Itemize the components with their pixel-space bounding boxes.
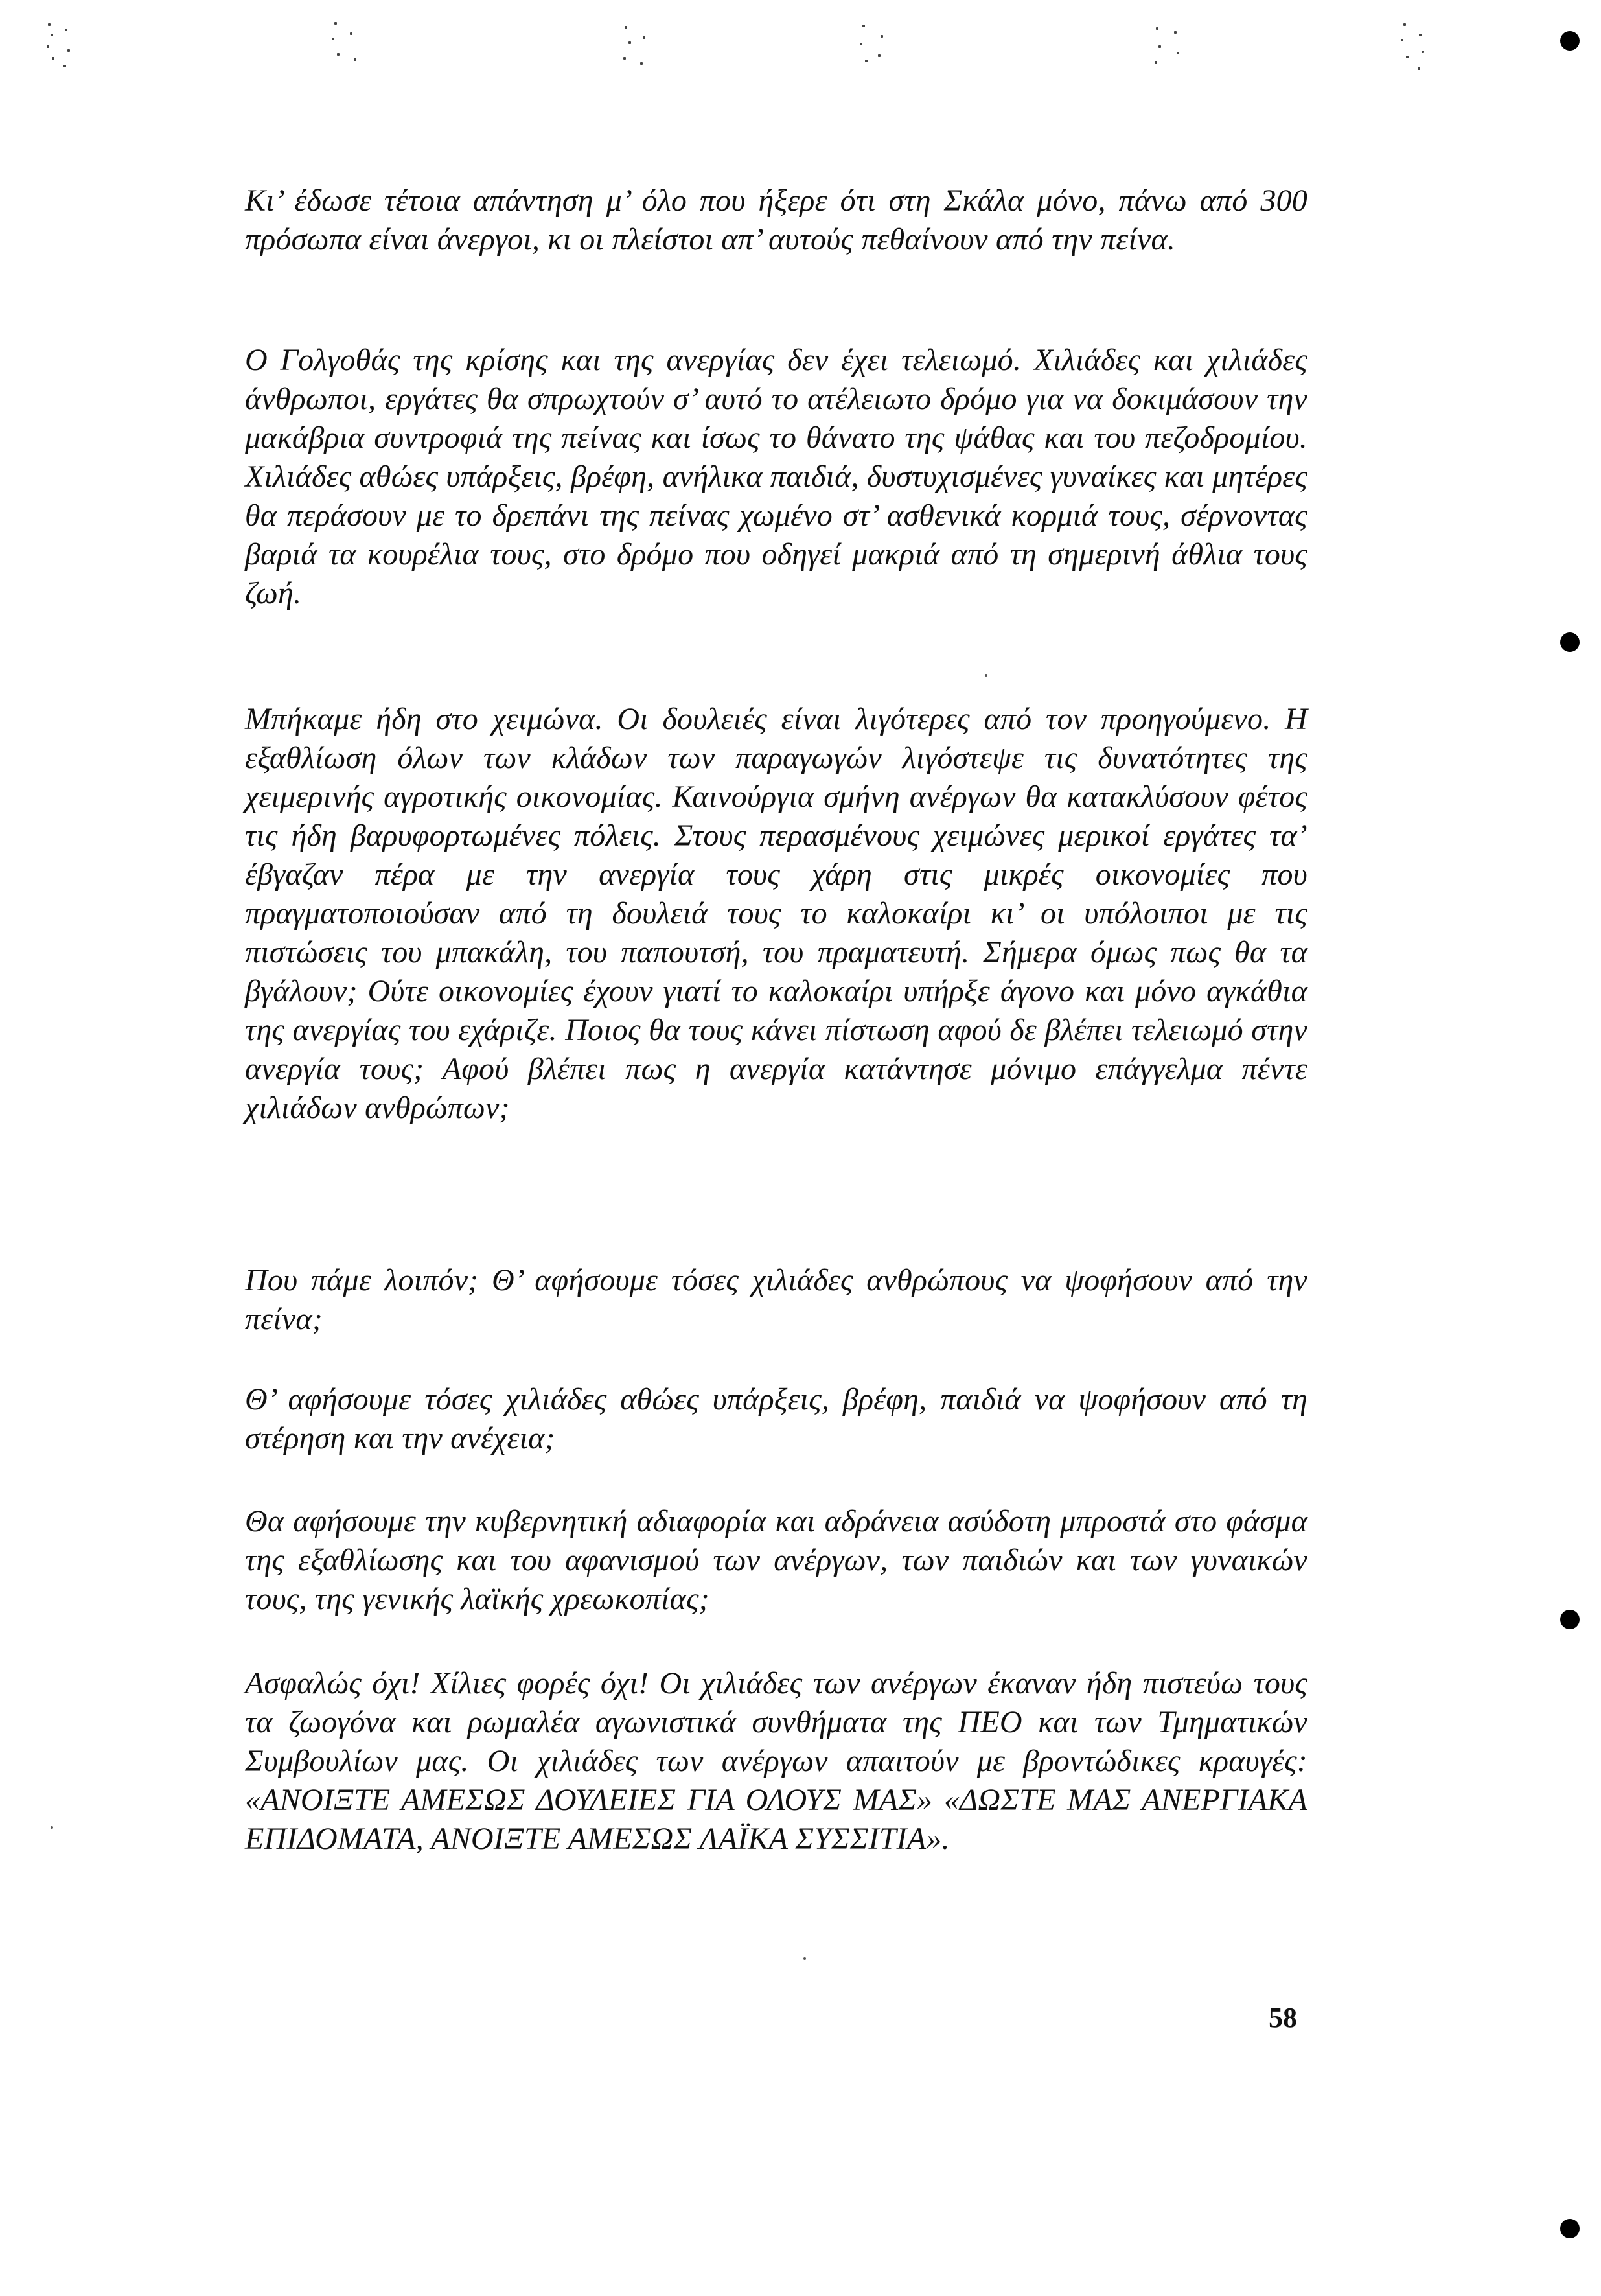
punch-hole bbox=[1560, 1610, 1580, 1629]
punch-hole bbox=[1560, 632, 1580, 652]
punch-hole bbox=[1560, 31, 1580, 51]
page-number: 58 bbox=[1269, 2002, 1297, 2034]
scan-speck bbox=[803, 1957, 806, 1960]
binding-mark bbox=[45, 19, 71, 78]
scan-speck bbox=[51, 1826, 53, 1829]
paragraph-3: Μπήκαμε ήδη στο χειμώνα. Οι δουλειές είναι λιγότερες από τον προηγούμενο. Η εξαθλίωση όλων των κλάδων των παραγωγών λιγόστεψε τις δυνατότητες της χειμερινής αγροτικής οικονομίας. Καινούργια σμήνη ανέργων θα κατακλύσουν φέτος τις ήδη βαρυφορτωμένες πόλεις. Στους περασμένους χειμώνες μερικοί εργάτες τα’ έβγαζαν πέρα με την ανεργία τους χάρη στις μικρές οικονομίες που πραγματοποιούσαν από τη δουλειά τους το καλοκαίρι κι’ οι υπόλοιποι με τις πιστώσεις του μπακάλη, του παπουτσή, του πραματευτή. Σήμερα όμως πως θα τα βγάλουν; Ούτε οικονομίες έχουν γιατί το καλοκαίρι υπήρξε άγονο και μόνο αγκάθια της ανεργίας του εχάριζε. Ποιος θα τους κάνει πίστωση αφού δε βλέπει τελειωμό στην ανεργία τους; Αφού βλέπει πως η ανεργία κατάντησε μόνιμο επάγγελμα πέντε χιλιάδων ανθρώπων; bbox=[245, 702, 1307, 1125]
paragraph-4: Που πάμε λοιπόν; Θ’ αφήσουμε τόσες χιλιάδες ανθρώπους να ψοφήσουν από την πείνα; bbox=[245, 1263, 1307, 1336]
paragraph-2: Ο Γολγοθάς της κρίσης και της ανεργίας δεν έχει τελειωμό. Χιλιάδες και χιλιάδες άνθρωποι, εργάτες θα σπρωχτούν σ’ αυτό το ατέλειωτο δρόμο για να δοκιμάσουν την μακάβρια συντροφιά της πείνας και ίσως το θάνατο της ψάθας και του πεζοδρομίου. Χιλιάδες αθώες υπάρξεις, βρέφη, ανήλικα παιδιά, δυστυχισμένες γυναίκες και μητέρες θα περάσουν με το δρεπάνι της πείνας χωμένο στ’ ασθενικά κορμιά τους, σέρνοντας βαριά τα κουρέλια τους, στο δρόμο που οδηγεί μακριά από τη σημερινή άθλια τους ζωή. bbox=[245, 343, 1307, 610]
paragraph-5: Θ’ αφήσουμε τόσες χιλιάδες αθώες υπάρξεις, βρέφη, παιδιά να ψοφήσουν από τη στέρηση και την ανέχεια; bbox=[245, 1382, 1307, 1455]
binding-mark bbox=[622, 19, 648, 78]
binding-mark bbox=[1153, 19, 1179, 78]
paragraph-7: Ασφαλώς όχι! Χίλιες φορές όχι! Οι χιλιάδες των ανέργων έκαναν ήδη πιστεύω τους τα ζωογόνα και ρωμαλέα αγωνιστικά συνθήματα της ΠΕΟ και των Τμηματικών Συμβουλίων μας. Οι χιλιάδες των ανέργων απαιτούν με βροντώδικες κραυγές: «ΑΝΟΙΞΤΕ ΑΜΕΣΩΣ ΔΟΥΛΕΙΕΣ ΓΙΑ ΟΛΟΥΣ ΜΑΣ» «ΔΩΣΤΕ ΜΑΣ ΑΝΕΡΓΙΑΚΑ ΕΠΙΔΟΜΑΤΑ, ΑΝΟΙΞΤΕ ΑΜΕΣΩΣ ΛΑΪΚΑ ΣΥΣΣΙΤΙΑ». bbox=[245, 1666, 1307, 1856]
binding-mark bbox=[858, 19, 884, 78]
scan-speck bbox=[985, 674, 987, 677]
paragraph-1: Κι’ έδωσε τέτοια απάντηση μ’ όλο που ήξερε ότι στη Σκάλα μόνο, πάνω από 300 πρόσωπα είναι άνεργοι, κι οι πλείστοι απ’ αυτούς πεθαίνουν από την πείνα. bbox=[245, 183, 1307, 257]
paragraph-6: Θα αφήσουμε την κυβερνητική αδιαφορία και αδράνεια ασύδοτη μπροστά στο φάσμα της εξαθλίωσης και του αφανισμού των ανέργων, των παιδιών και των γυναικών τους, της γενικής λαϊκής χρεωκοπίας; bbox=[245, 1504, 1307, 1616]
binding-mark bbox=[1399, 19, 1425, 78]
punch-hole bbox=[1560, 2219, 1580, 2238]
binding-mark bbox=[330, 19, 356, 78]
